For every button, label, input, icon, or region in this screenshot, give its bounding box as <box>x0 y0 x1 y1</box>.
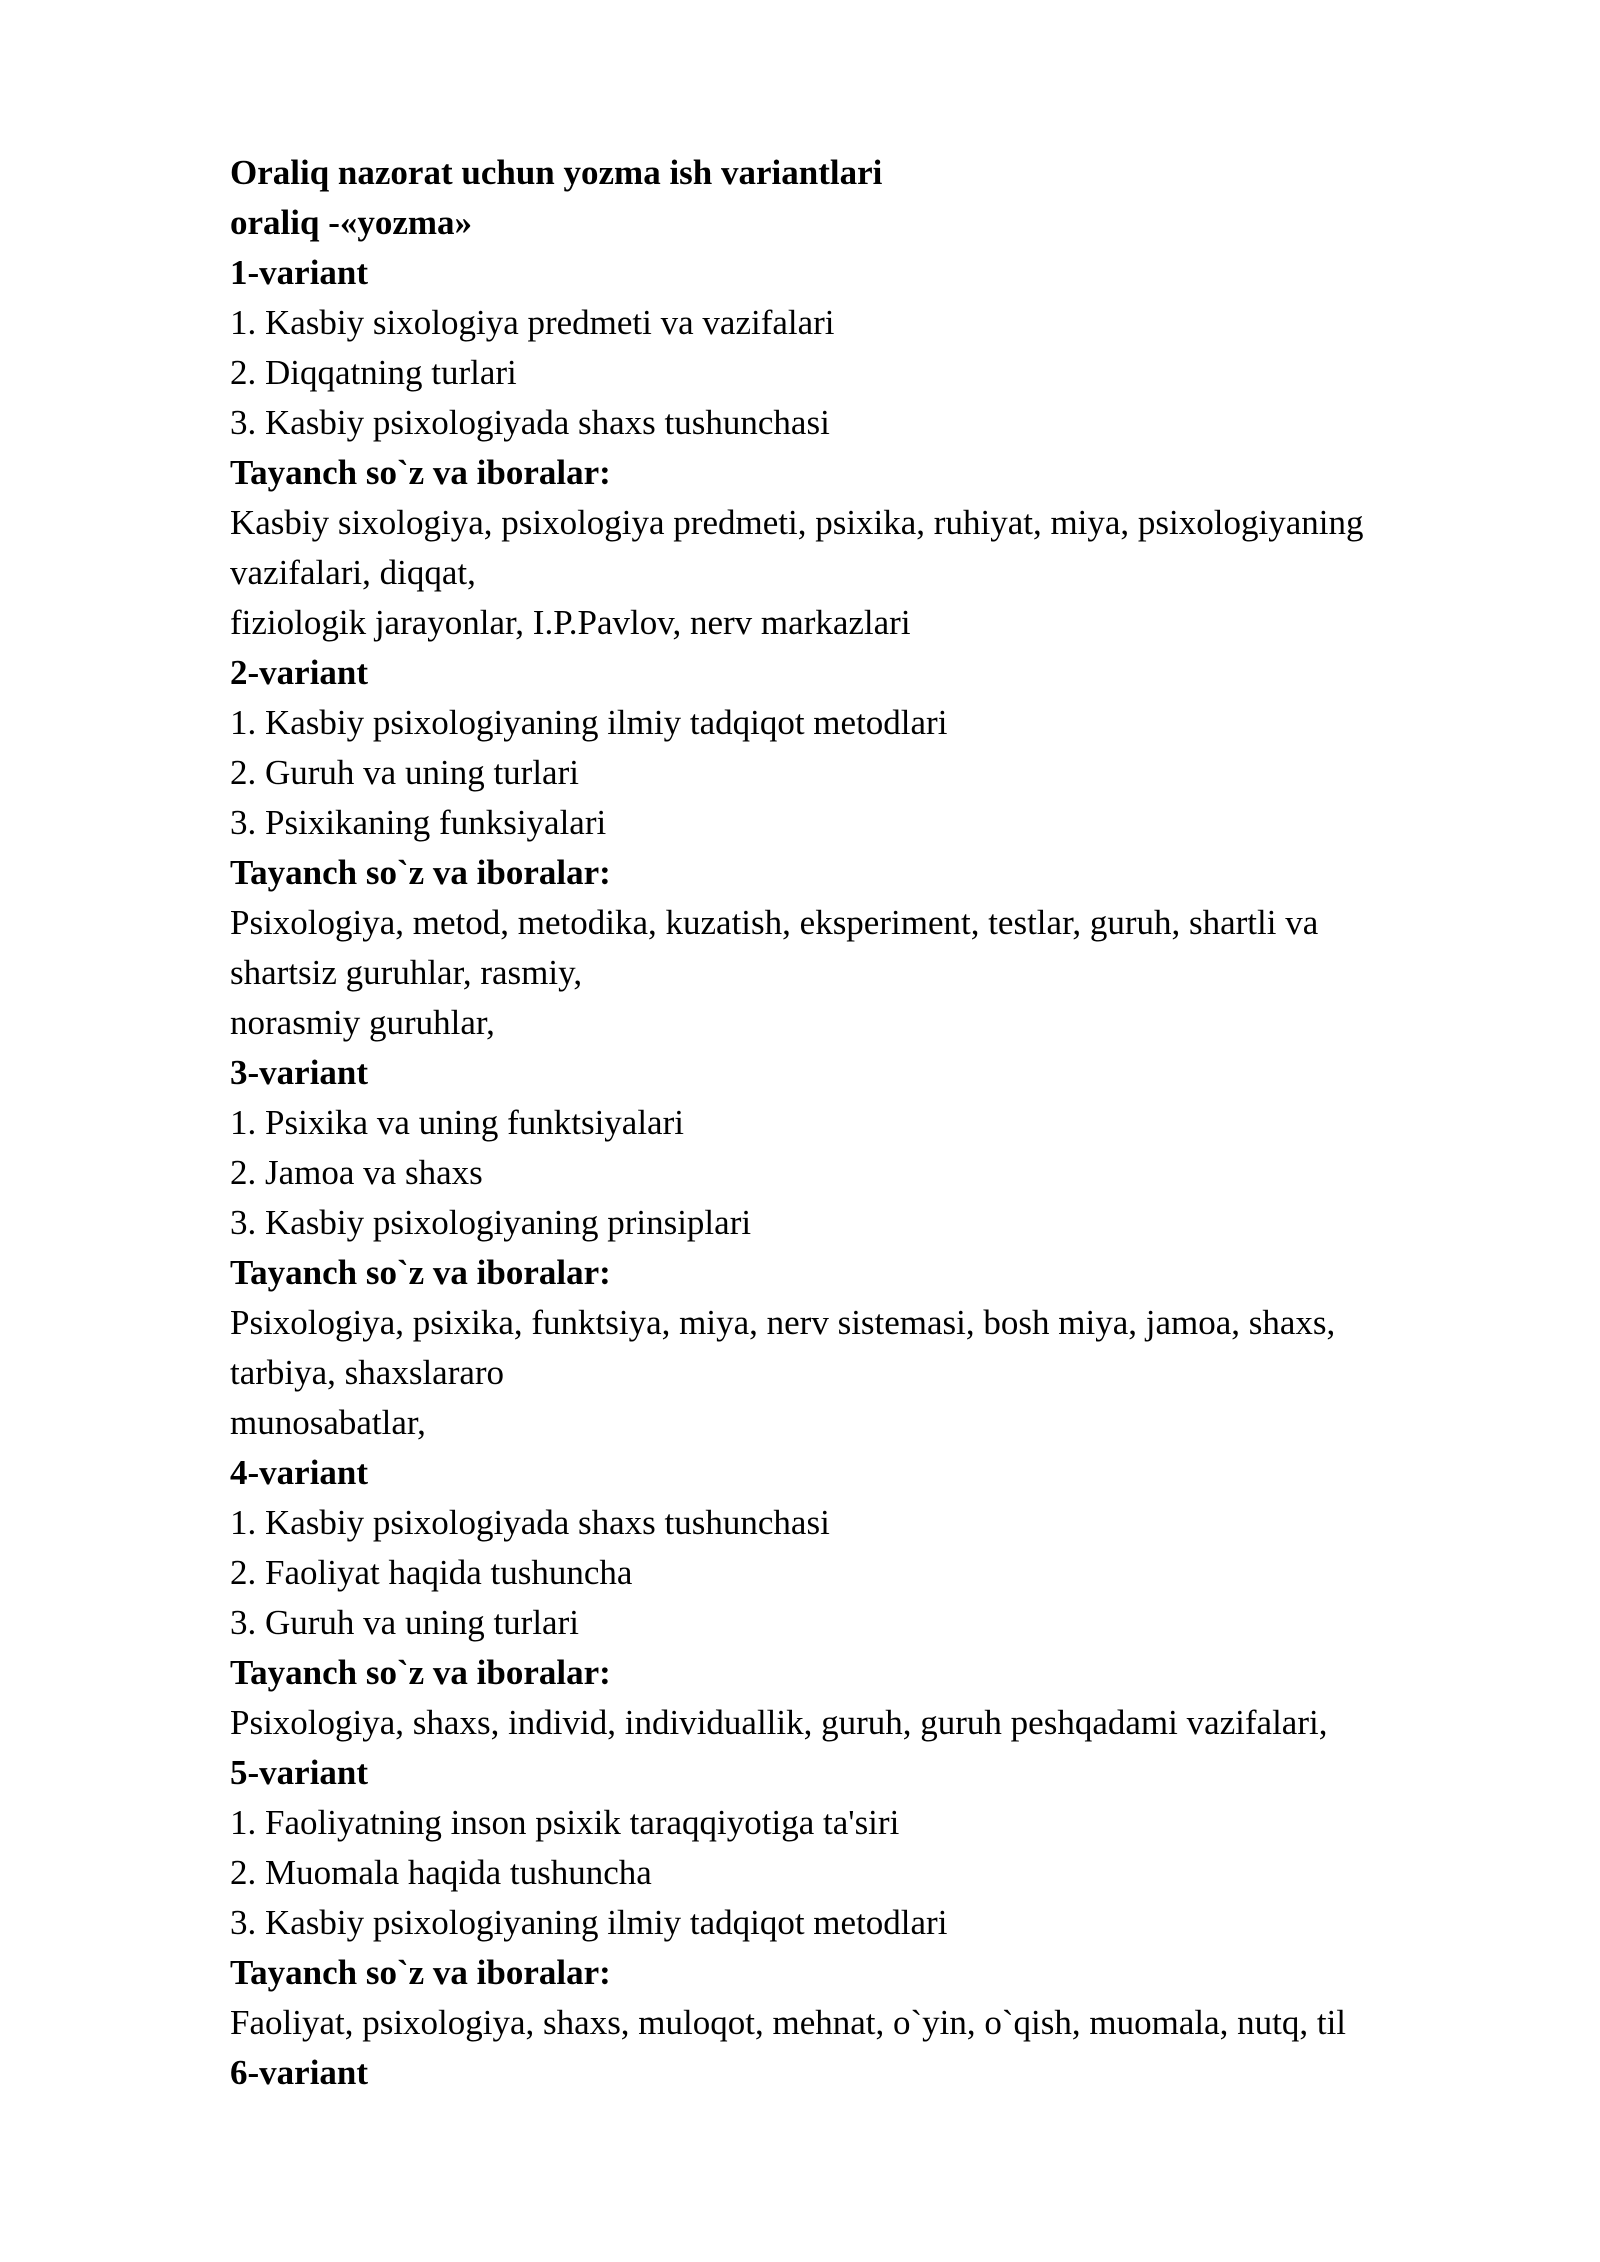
variant-heading: 6-variant <box>230 2053 369 2092</box>
variant-3 <box>230 1048 1470 1448</box>
question-item: 1. Faoliyatning inson psixik taraqqiyotiga ta'siri <box>230 1803 900 1842</box>
keywords-line: norasmiy guruhlar, <box>230 1003 495 1042</box>
variant-2 <box>230 648 1470 1048</box>
keywords-line: Psixologiya, metod, metodika, kuzatish, eksperiment, testlar, guruh, shartli va <box>230 903 1319 942</box>
keywords-line: Kasbiy sixologiya, psixologiya predmeti, psixika, ruhiyat, miya, psixologiyaning <box>230 503 1364 542</box>
question-item: 1. Kasbiy psixologiyada shaxs tushunchasi <box>230 1503 830 1542</box>
document-subtitle: oraliq -«yozma» <box>230 203 473 242</box>
variant-heading: 3-variant <box>230 1053 369 1092</box>
question-item: 1. Kasbiy psixologiyaning ilmiy tadqiqot metodlari <box>230 703 948 742</box>
keywords-line: Faoliyat, psixologiya, shaxs, muloqot, mehnat, o`yin, o`qish, muomala, nutq, til <box>230 2003 1347 2042</box>
variant-heading: 1-variant <box>230 253 369 292</box>
question-item: 2. Faoliyat haqida tushuncha <box>230 1553 633 1592</box>
variant-heading: 2-variant <box>230 653 369 692</box>
question-item: 3. Kasbiy psixologiyaning ilmiy tadqiqot metodlari <box>230 1903 948 1942</box>
keywords-line: tarbiya, shaxslararo <box>230 1353 505 1392</box>
question-item: 1. Kasbiy sixologiya predmeti va vazifalari <box>230 303 835 342</box>
keywords-line: Psixologiya, psixika, funktsiya, miya, nerv sistemasi, bosh miya, jamoa, shaxs, <box>230 1303 1336 1342</box>
question-item: 1. Psixika va uning funktsiyalari <box>230 1103 684 1142</box>
keywords-line: shartsiz guruhlar, rasmiy, <box>230 953 583 992</box>
variant-heading: 5-variant <box>230 1753 369 1792</box>
keywords-line: munosabatlar, <box>230 1403 426 1442</box>
keywords-heading: Tayanch so`z va iboralar: <box>230 1653 611 1692</box>
question-item: 2. Guruh va uning turlari <box>230 753 579 792</box>
question-item: 3. Kasbiy psixologiyada shaxs tushunchasi <box>230 403 830 442</box>
keywords-heading: Tayanch so`z va iboralar: <box>230 453 611 492</box>
question-item: 3. Psixikaning funksiyalari <box>230 803 607 842</box>
variant-5 <box>230 1748 1470 2048</box>
variant-4 <box>230 1448 1470 1748</box>
keywords-line: fiziologik jarayonlar, I.P.Pavlov, nerv markazlari <box>230 603 911 642</box>
keywords-heading: Tayanch so`z va iboralar: <box>230 1953 611 1992</box>
keywords-line: Psixologiya, shaxs, individ, individuallik, guruh, guruh peshqadami vazifalari, <box>230 1703 1328 1742</box>
question-item: 3. Kasbiy psixologiyaning prinsiplari <box>230 1203 752 1242</box>
question-item: 3. Guruh va uning turlari <box>230 1603 579 1642</box>
keywords-heading: Tayanch so`z va iboralar: <box>230 853 611 892</box>
document-page <box>230 148 1470 2098</box>
keywords-heading: Tayanch so`z va iboralar: <box>230 1253 611 1292</box>
document-title: Oraliq nazorat uchun yozma ish variantlari <box>230 153 883 192</box>
question-item: 2. Jamoa va shaxs <box>230 1153 483 1192</box>
variant-heading: 4-variant <box>230 1453 369 1492</box>
keywords-line: vazifalari, diqqat, <box>230 553 476 592</box>
question-item: 2. Muomala haqida tushuncha <box>230 1853 652 1892</box>
question-item: 2. Diqqatning turlari <box>230 353 517 392</box>
variant-1 <box>230 248 1470 648</box>
